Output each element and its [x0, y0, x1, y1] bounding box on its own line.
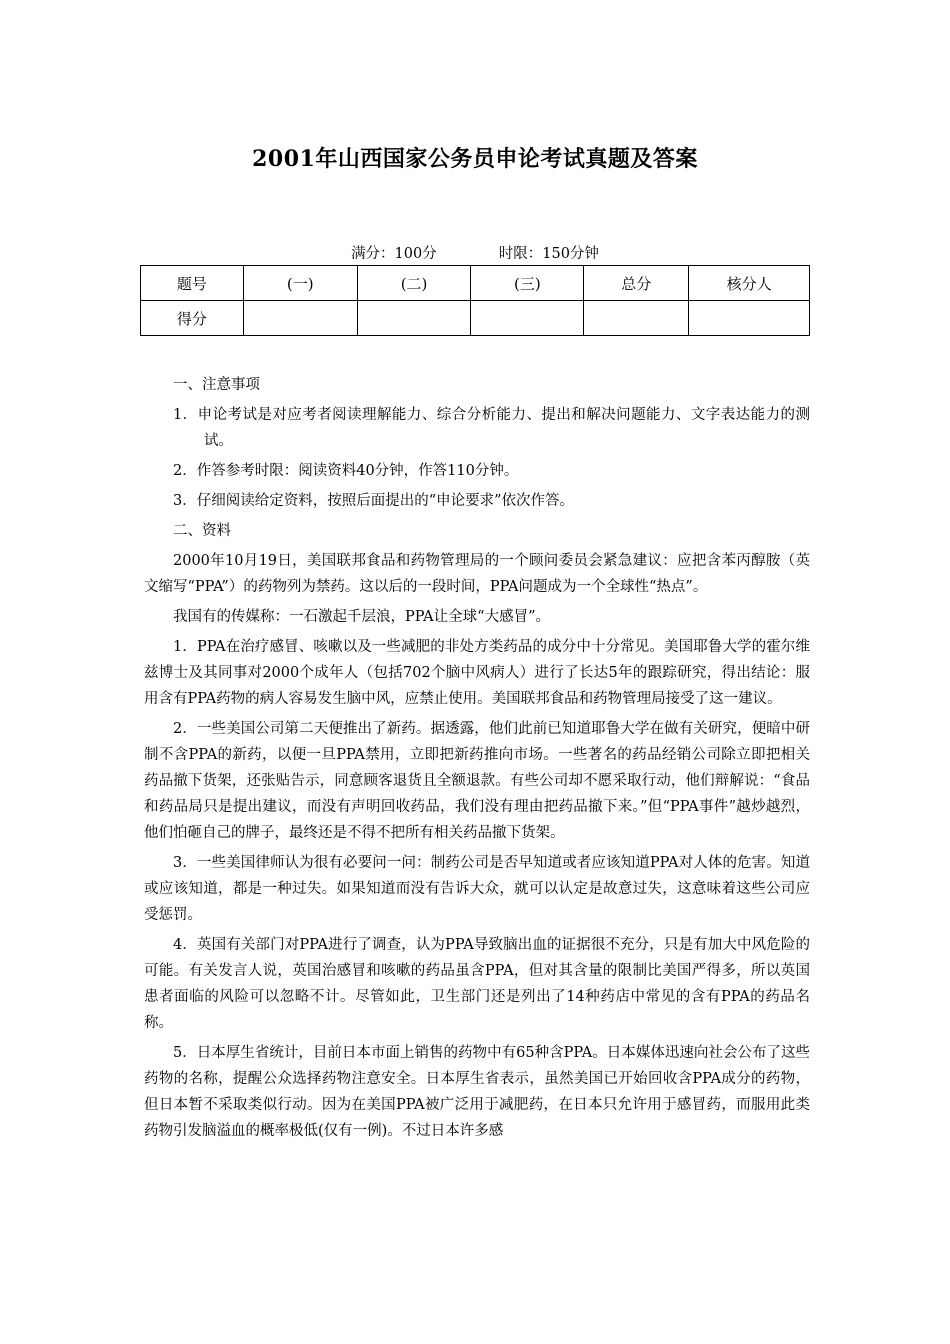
- score-cell: [243, 301, 357, 336]
- material-paragraph: 1．PPA在治疗感冒、咳嗽以及一些减肥的非处方类药品的成分中十分常见。美国耶鲁大学的霍尔维兹博士及其同事对2000个成年人（包括702个脑中风病人）进行了长达5年的跟踪研究，得出结论：服用含有PPA药物的病人容易发生脑中风，应禁止使用。美国联邦食品和药物管理局接受了这一建议。: [144, 639, 810, 707]
- material-paragraph: 5．日本厚生省统计，目前日本市面上销售的药物中有65种含PPA。日本媒体迅速向社会公布了这些药物的名称，提醒公众选择药物注意安全。日本厚生省表示，虽然美国已开始回收含PPA成分的药物，但日本暂不采取类似行动。因为在美国PPA被广泛用于减肥药，在日本只允许用于感冒药，而服用此类药物引发脑溢血的概率极低(仅有一例)。不过日本许多感: [144, 1045, 810, 1139]
- table-row-label: 得分: [141, 301, 244, 336]
- time-limit: 时限：150分钟: [498, 246, 599, 262]
- material-paragraph: 我国有的传媒称：一石激起千层浪，PPA让全球“大感冒”。: [173, 609, 550, 625]
- document-body: [144, 372, 810, 1148]
- score-cell: [471, 301, 584, 336]
- notice-item: 2．作答参考时限：阅读资料40分钟，作答110分钟。: [173, 463, 519, 479]
- material-paragraph: 4．英国有关部门对PPA进行了调查，认为PPA导致脑出血的证据很不充分，只是有加大中风危险的可能。有关发言人说，英国治感冒和咳嗽的药品虽含PPA，但对其含量的限制比美国严得多，所以英国患者面临的风险可以忽略不计。尽管如此，卫生部门还是列出了14种药店中常见的含有PPA的药品名称。: [144, 937, 810, 1031]
- notice-heading: 一、注意事项: [173, 377, 260, 393]
- table-row: [141, 301, 810, 336]
- table-header-cell: (三): [471, 266, 584, 301]
- material-paragraph: 2000年10月19日，美国联邦食品和药物管理局的一个顾问委员会紧急建议：应把含苯丙醇胺（英文缩写“PPA”）的药物列为禁药。这以后的一段时间，PPA问题成为一个全球性“热点”。: [144, 553, 810, 595]
- table-header-cell: 总分: [584, 266, 689, 301]
- table-header-cell: 题号: [141, 266, 244, 301]
- score-cell: [357, 301, 471, 336]
- table-header-cell: (一): [243, 266, 357, 301]
- material-heading: 二、资料: [173, 523, 231, 539]
- score-cell: [689, 301, 810, 336]
- notice-item: 1．申论考试是对应考者阅读理解能力、综合分析能力、提出和解决问题能力、文字表达能力的测试。: [173, 407, 810, 449]
- table-header-row: [141, 266, 810, 301]
- material-paragraph: 3．一些美国律师认为很有必要问一问：制药公司是否早知道或者应该知道PPA对人体的危害。知道或应该知道，都是一种过失。如果知道而没有告诉大众，就可以认定是故意过失，这意味着这些公司应受惩罚。: [144, 855, 810, 923]
- table-header-cell: 核分人: [689, 266, 810, 301]
- full-score: 满分：100分: [351, 246, 437, 262]
- score-cell: [584, 301, 689, 336]
- table-header-cell: (二): [357, 266, 471, 301]
- page-title: 2001年山西国家公务员申论考试真题及答案: [252, 146, 698, 172]
- score-table: [140, 265, 810, 336]
- notice-item: 3．仔细阅读给定资料，按照后面提出的“申论要求”依次作答。: [173, 493, 575, 509]
- material-paragraph: 2．一些美国公司第二天便推出了新药。据透露，他们此前已知道耶鲁大学在做有关研究，便暗中研制不含PPA的新药，以便一旦PPA禁用，立即把新药推向市场。一些著名的药品经销公司除立即把相关药品撤下货架，还张贴告示，同意顾客退货且全额退款。有些公司却不愿采取行动，他们辩解说：“食品和药品局只是提出建议，而没有声明回收药品，我们没有理由把药品撤下来。”但“PPA事件”越炒越烈，他们怕砸自己的牌子，最终还是不得不把所有相关药品撤下货架。: [144, 721, 810, 841]
- exam-meta: [0, 242, 950, 263]
